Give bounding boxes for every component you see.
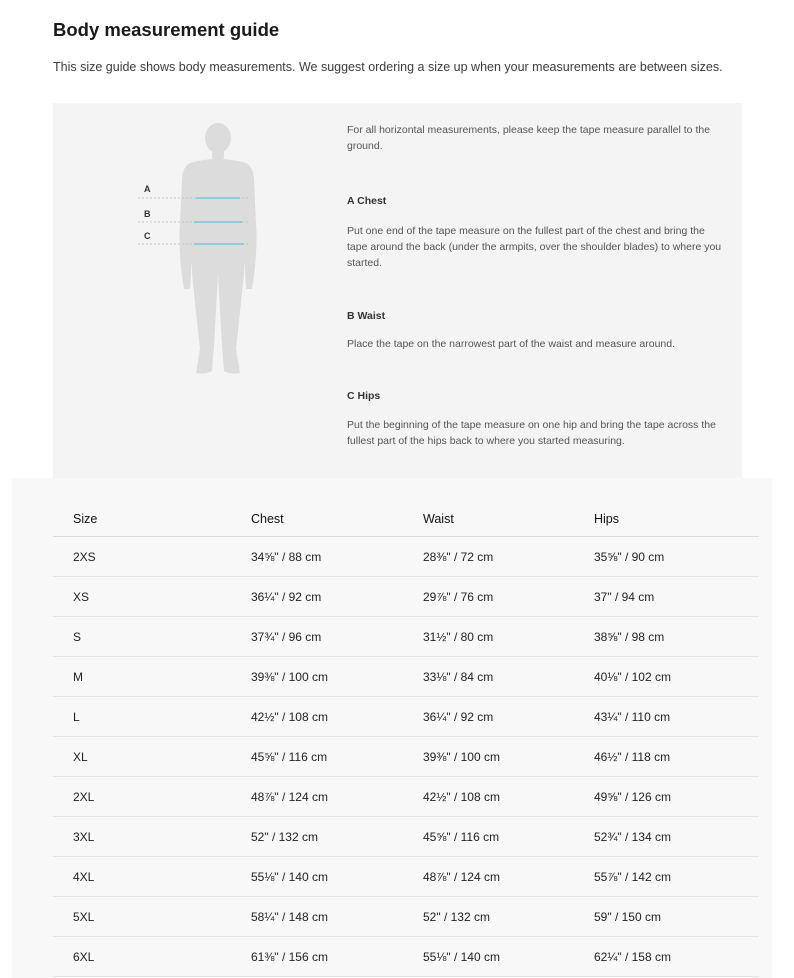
- hips-cell: 62¼" / 158 cm: [574, 937, 759, 977]
- header-hips: Hips: [574, 502, 759, 537]
- chest-cell: 37¾" / 96 cm: [231, 617, 403, 657]
- table-row: [53, 577, 759, 617]
- hips-instructions: Put the beginning of the tape measure on one hip and bring the tape across the fullest part of the hips back to where you started measuring.: [347, 419, 716, 447]
- page-title: Body measurement guide: [53, 19, 280, 40]
- size-cell: 2XL: [53, 777, 231, 817]
- hips-cell: 40⅛" / 102 cm: [574, 657, 759, 697]
- size-cell: XS: [53, 577, 231, 617]
- header-size: Size: [53, 502, 231, 537]
- table-row: [53, 857, 759, 897]
- hips-cell: 52¾" / 134 cm: [574, 817, 759, 857]
- waist-cell: 52" / 132 cm: [403, 897, 574, 937]
- waist-cell: 42½" / 108 cm: [403, 777, 574, 817]
- chest-cell: 55⅛" / 140 cm: [231, 857, 403, 897]
- chest-cell: 52" / 132 cm: [231, 817, 403, 857]
- chest-cell: 58¼" / 148 cm: [231, 897, 403, 937]
- chest-cell: 42½" / 108 cm: [231, 697, 403, 737]
- hips-cell: 46½" / 118 cm: [574, 737, 759, 777]
- hips-cell: 55⅞" / 142 cm: [574, 857, 759, 897]
- table-row: [53, 737, 759, 777]
- waist-cell: 29⅞" / 76 cm: [403, 577, 574, 617]
- size-table: [53, 502, 759, 977]
- waist-cell: 28⅜" / 72 cm: [403, 537, 574, 577]
- hips-cell: 35⅝" / 90 cm: [574, 537, 759, 577]
- waist-cell: 48⅞" / 124 cm: [403, 857, 574, 897]
- size-cell: 3XL: [53, 817, 231, 857]
- table-row: [53, 817, 759, 857]
- hips-cell: 59" / 150 cm: [574, 897, 759, 937]
- waist-heading: B Waist: [347, 310, 386, 322]
- size-cell: 6XL: [53, 937, 231, 977]
- chest-instructions: Put one end of the tape measure on the fullest part of the chest and bring the tape around the back (under the armpits, over the shoulder blades) to where you started.: [347, 225, 722, 269]
- size-cell: 5XL: [53, 897, 231, 937]
- body-figure: [138, 123, 268, 383]
- instructions-intro: For all horizontal measurements, please keep the tape measure parallel to the ground.: [347, 124, 711, 152]
- header-waist: Waist: [403, 502, 574, 537]
- page-intro: This size guide shows body measurements. We suggest ordering a size up when your measurements are between sizes.: [53, 60, 723, 74]
- table-row: [53, 697, 759, 737]
- hips-cell: 43¼" / 110 cm: [574, 697, 759, 737]
- waist-cell: 36¼" / 92 cm: [403, 697, 574, 737]
- chest-cell: 48⅞" / 124 cm: [231, 777, 403, 817]
- waist-instructions: Place the tape on the narrowest part of the waist and measure around.: [347, 338, 676, 350]
- chest-heading: A Chest: [347, 195, 387, 207]
- chest-cell: 61⅜" / 156 cm: [231, 937, 403, 977]
- chest-cell: 34⅝" / 88 cm: [231, 537, 403, 577]
- label-b: B: [144, 209, 151, 219]
- table-row: [53, 897, 759, 937]
- size-cell: XL: [53, 737, 231, 777]
- size-cell: 2XS: [53, 537, 231, 577]
- table-row: [53, 657, 759, 697]
- waist-cell: 33⅛" / 84 cm: [403, 657, 574, 697]
- chest-cell: 39⅜" / 100 cm: [231, 657, 403, 697]
- waist-cell: 39⅜" / 100 cm: [403, 737, 574, 777]
- measurement-instructions: [347, 122, 727, 449]
- hips-cell: 38⅝" / 98 cm: [574, 617, 759, 657]
- size-table-header-row: [53, 502, 759, 537]
- hips-cell: 49⅝" / 126 cm: [574, 777, 759, 817]
- waist-cell: 31½" / 80 cm: [403, 617, 574, 657]
- body-silhouette-illustration: [138, 123, 268, 383]
- waist-cell: 55⅛" / 140 cm: [403, 937, 574, 977]
- table-row: [53, 777, 759, 817]
- waist-cell: 45⅝" / 116 cm: [403, 817, 574, 857]
- table-row: [53, 617, 759, 657]
- chest-cell: 36¼" / 92 cm: [231, 577, 403, 617]
- size-cell: 4XL: [53, 857, 231, 897]
- hips-heading: C Hips: [347, 390, 381, 402]
- label-a: A: [144, 184, 151, 194]
- chest-cell: 45⅝" / 116 cm: [231, 737, 403, 777]
- size-cell: L: [53, 697, 231, 737]
- header-chest: Chest: [231, 502, 403, 537]
- measurement-guide-panel: [53, 103, 742, 500]
- hips-cell: 37" / 94 cm: [574, 577, 759, 617]
- table-row: [53, 937, 759, 977]
- table-row: [53, 537, 759, 577]
- size-cell: M: [53, 657, 231, 697]
- size-cell: S: [53, 617, 231, 657]
- label-c: C: [144, 231, 151, 241]
